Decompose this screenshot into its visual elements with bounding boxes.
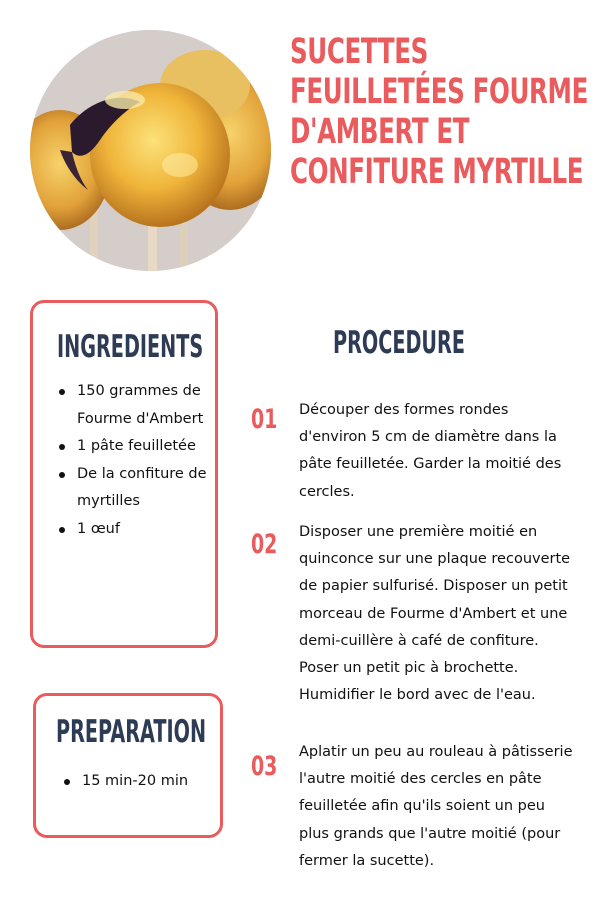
step-text: Découper des formes rondes d'environ 5 cm de diamètre dans la pâte feuilletée. Garder la moitié des cercles. xyxy=(299,402,562,500)
list-item: De la confiture de myrtilles xyxy=(59,461,214,516)
step-number: 03 xyxy=(251,751,278,782)
ingredients-list xyxy=(59,378,214,543)
recipe-title: SUCETTES FEUILLETÉES FOURME D'AMBERT ET CONFITURE MYRTILLE xyxy=(290,32,589,192)
list-item: 15 min-20 min xyxy=(64,768,224,796)
step-text: Aplatir un peu au rouleau à pâtisserie l'autre moitié des cercles en pâte feuilletée afin qu'ils soient un peu plus grands que l'autre moitié (pour fermer la sucette). xyxy=(299,744,573,869)
step-number: 02 xyxy=(251,529,278,560)
procedure-heading: PROCEDURE xyxy=(333,325,465,361)
ingredients-box xyxy=(30,300,218,648)
list-item: 150 grammes de Fourme d'Ambert xyxy=(59,378,214,433)
puff-pastry-lollipops-photo xyxy=(30,30,271,271)
step-number: 01 xyxy=(251,404,278,435)
recipe-photo xyxy=(30,30,271,271)
preparation-heading: PREPARATION xyxy=(56,714,207,750)
preparation-list xyxy=(64,768,224,796)
step-text: Disposer une première moitié en quinconce sur une plaque recouverte de papier sulfurisé. Disposer un petit morceau de Fourme d'Ambert et une demi-cuillère à café de confiture. Poser un petit pic à brochette. Humidifier le bord avec de l'eau. xyxy=(299,524,571,704)
list-item: 1 œuf xyxy=(59,516,214,544)
preparation-box xyxy=(33,693,223,838)
list-item: 1 pâte feuilletée xyxy=(59,433,214,461)
ingredients-heading: INGREDIENTS xyxy=(57,329,204,365)
